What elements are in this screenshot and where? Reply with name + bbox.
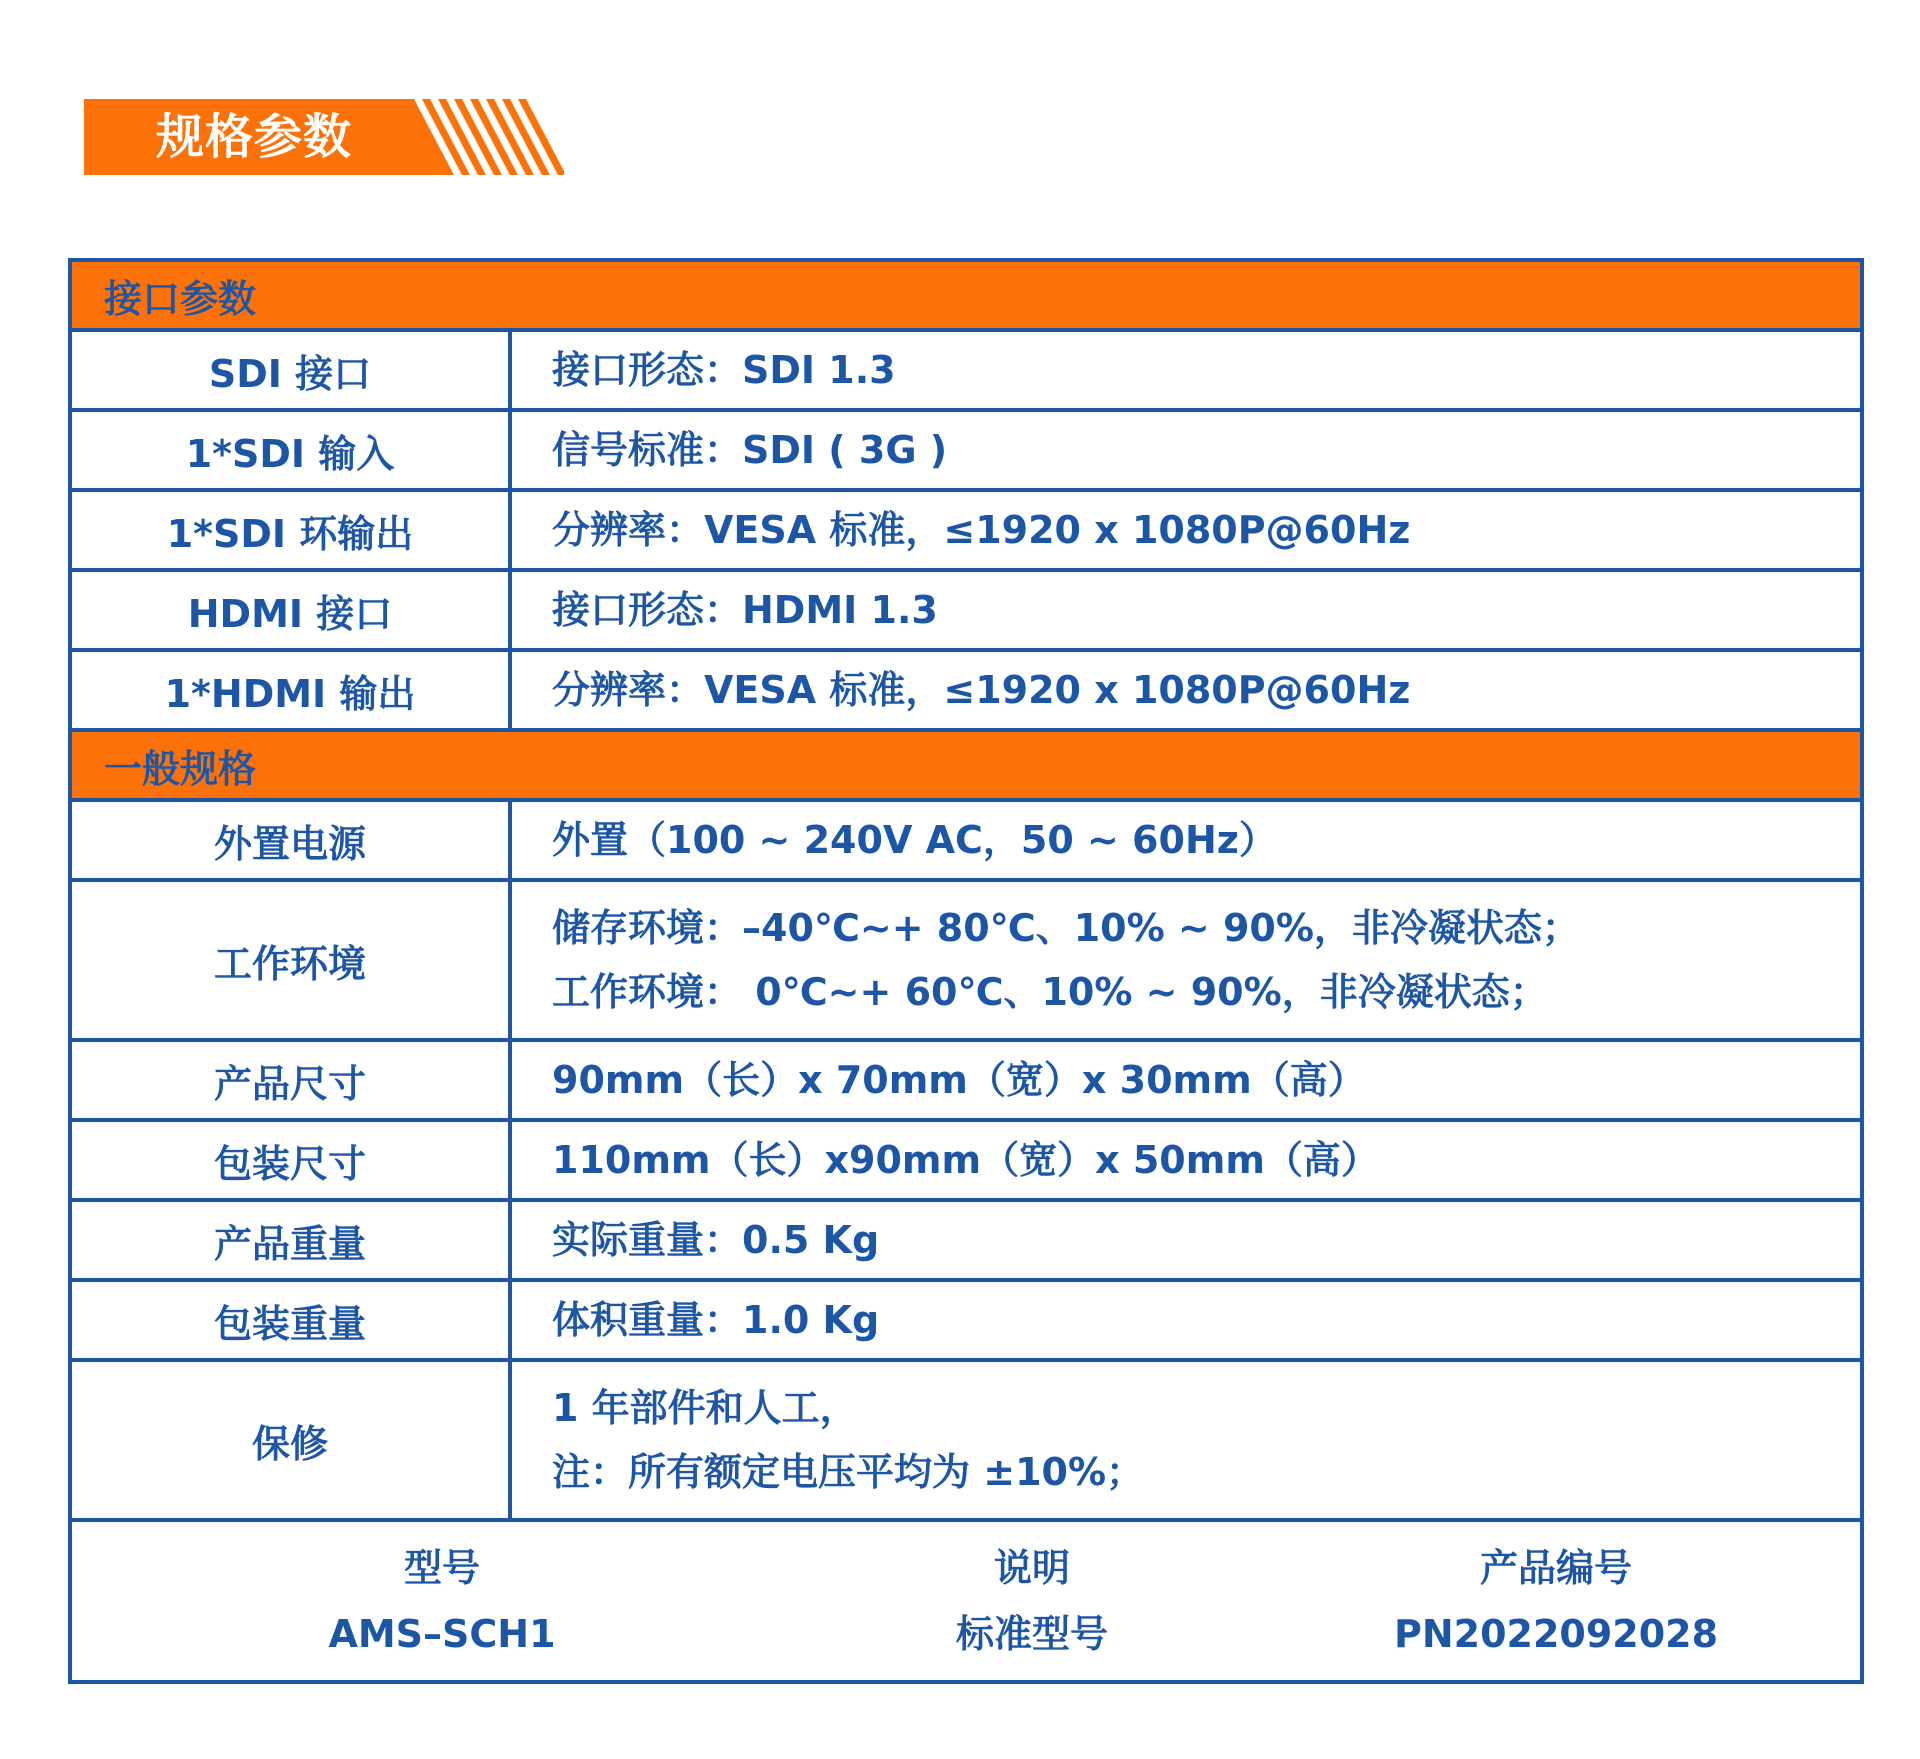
table-row xyxy=(72,412,1860,492)
row-value-line: 信号标准：SDI ( 3G ) xyxy=(552,428,948,472)
table-row xyxy=(72,1282,1860,1362)
table-row xyxy=(72,332,1860,412)
row-label: 1*HDMI 输出 xyxy=(72,652,512,728)
row-value-line: 实际重量：0.5 Kg xyxy=(552,1218,880,1262)
row-value-line: 工作环境： 0℃~+ 60℃、10% ~ 90%，非冷凝状态； xyxy=(552,970,1548,1014)
section-header-general: 一般规格 xyxy=(72,732,1860,802)
row-value xyxy=(512,492,1860,568)
table-row xyxy=(72,1122,1860,1202)
row-label: 工作环境 xyxy=(72,882,512,1038)
table-row xyxy=(72,572,1860,652)
table-row xyxy=(72,1362,1860,1522)
row-value xyxy=(512,1282,1860,1358)
row-value xyxy=(512,572,1860,648)
row-value xyxy=(512,1362,1860,1518)
row-label: HDMI 接口 xyxy=(72,572,512,648)
row-value xyxy=(512,332,1860,408)
row-value xyxy=(512,1202,1860,1278)
row-label: 外置电源 xyxy=(72,802,512,878)
row-value xyxy=(512,882,1860,1038)
row-value xyxy=(512,412,1860,488)
table-row xyxy=(72,882,1860,1042)
footer-model-column xyxy=(72,1522,812,1680)
row-value-line: 分辨率：VESA 标准，≤1920 x 1080P@60Hz xyxy=(552,668,1411,712)
row-value xyxy=(512,1042,1860,1118)
row-label: 产品尺寸 xyxy=(72,1042,512,1118)
row-value-line: 90mm（长）x 70mm（宽）x 30mm（高） xyxy=(552,1058,1366,1102)
footer-desc-column xyxy=(812,1522,1252,1680)
section-header-interface: 接口参数 xyxy=(72,262,1860,332)
row-value xyxy=(512,802,1860,878)
pn-header: 产品编号 xyxy=(1479,1546,1632,1590)
row-label: 保修 xyxy=(72,1362,512,1518)
desc-header: 说明 xyxy=(993,1546,1070,1590)
row-label: 产品重量 xyxy=(72,1202,512,1278)
row-label: 1*SDI 输入 xyxy=(72,412,512,488)
row-value-line: 注：所有额定电压平均为 ±10%； xyxy=(552,1450,1145,1494)
page-title: 规格参数 xyxy=(156,109,353,165)
row-label: 1*SDI 环输出 xyxy=(72,492,512,568)
model-header: 型号 xyxy=(403,1546,480,1590)
row-value-line: 体积重量：1.0 Kg xyxy=(552,1298,880,1342)
table-row xyxy=(72,1202,1860,1282)
row-value-line: 外置（100 ~ 240V AC，50 ~ 60Hz） xyxy=(552,818,1277,862)
model-value: AMS–SCH1 xyxy=(328,1612,556,1656)
desc-value: 标准型号 xyxy=(955,1612,1108,1656)
row-value-line: 分辨率：VESA 标准，≤1920 x 1080P@60Hz xyxy=(552,508,1411,552)
pn-value: PN2022092028 xyxy=(1393,1612,1719,1656)
row-label: 包装尺寸 xyxy=(72,1122,512,1198)
row-value-line: 储存环境：–40℃~+ 80℃、10% ~ 90%，非冷凝状态； xyxy=(552,906,1580,950)
table-row xyxy=(72,652,1860,732)
footer-model-info xyxy=(72,1522,1860,1680)
row-value xyxy=(512,1122,1860,1198)
row-label: SDI 接口 xyxy=(72,332,512,408)
row-value-line: 接口形态：HDMI 1.3 xyxy=(552,588,938,632)
title-banner xyxy=(84,99,564,175)
row-value-line: 接口形态：SDI 1.3 xyxy=(552,348,896,392)
row-value-line: 1 年部件和人工， xyxy=(552,1386,858,1430)
table-row xyxy=(72,802,1860,882)
table-row xyxy=(72,492,1860,572)
table-row xyxy=(72,1042,1860,1122)
row-value xyxy=(512,652,1860,728)
row-value-line: 110mm（长）x90mm（宽）x 50mm（高） xyxy=(552,1138,1379,1182)
row-label: 包装重量 xyxy=(72,1282,512,1358)
footer-pn-column xyxy=(1252,1522,1860,1680)
spec-table xyxy=(68,258,1864,1684)
